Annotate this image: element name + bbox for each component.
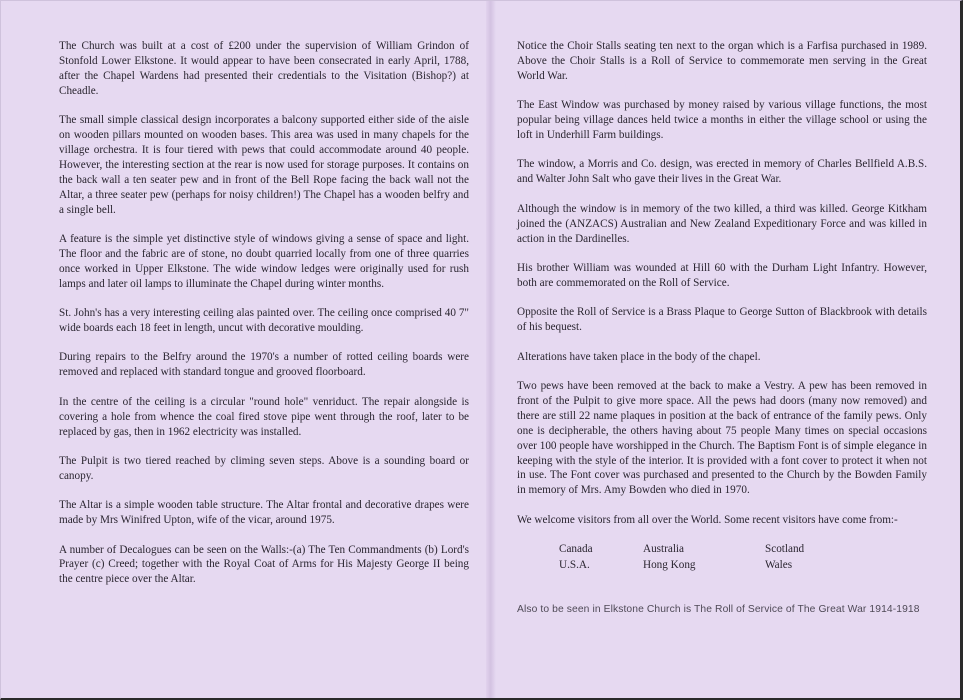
paragraph-brass-plaque: Opposite the Roll of Service is a Brass Plaque to George Sutton of Blackbrook with details of his bequest. xyxy=(517,306,927,334)
country-item: Hong Kong xyxy=(643,559,696,572)
paragraph-decalogues: A number of Decalogues can be seen on the Walls:-(a) The Ten Commandments (b) Lord's Prayer (c) Creed; together with the Royal Coat of Arms for His Majesty George II being the centre piece over the Altar. xyxy=(59,543,469,586)
country-item: Scotland xyxy=(765,543,805,556)
paragraph-design: The small simple classical design incorporates a balcony supported either side of the aisle on wooden pillars mounted on wooden bases. This area was used in many chapels for the village orchestra. It is four tiered with pews that could accommodate around 40 people. However, the interesting section at the rear is now used for storage purposes. It contains on the back wall a ten seater pew and in front of the Bell Rope facing the back wall not the Altar, a three seater pew (perhaps for noisy children!) The Chapel has a wooden belfry and a single bell. xyxy=(59,114,469,216)
paragraph-round-hole: In the centre of the ceiling is a circular "round hole" venriduct. The repair alongside is covering a hole from whence the coal fired stove pipe went through the roof, later to be replaced by gas, then in 1962 electricity was installed. xyxy=(59,395,469,438)
paragraph-pulpit: The Pulpit is two tiered reached by climing seven steps. Above is a sounding board or canopy. xyxy=(59,454,469,482)
country-item: Australia xyxy=(643,543,685,556)
paragraph-history: The Church was built at a cost of £200 under the supervision of William Grindon of Stonfold Lower Elkstone. It would appear to have been consecrated in early April, 1788, after the Chapel Wardens had presented their credentials to the Visitation (Bishop?) at Cheadle. xyxy=(59,40,469,97)
paragraph-alterations: Alterations have taken place in the body of the chapel. xyxy=(517,350,761,363)
country-item: Canada xyxy=(559,543,593,556)
roll-of-service-note: Also to be seen in Elkstone Church is The Roll of Service of The Great War 1914-1918 xyxy=(517,603,920,615)
country-item: U.S.A. xyxy=(559,559,590,572)
left-column xyxy=(59,39,469,602)
country-item: Wales xyxy=(765,559,793,572)
paragraph-ceiling: St. John's has a very interesting ceiling alas painted over. The ceiling once comprised 40 7" wide boards each 18 feet in length, uncut with decorative moulding. xyxy=(59,307,469,334)
visitor-countries-list xyxy=(559,542,927,573)
paragraph-visitors: We welcome visitors from all over the World. Some recent visitors have come from:- xyxy=(517,513,898,526)
paragraph-brother-william: His brother William was wounded at Hill 60 with the Durham Light Infantry. However, both are commemorated on the Roll of Service. xyxy=(517,261,927,289)
paragraph-third-killed: Although the window is in memory of the two killed, a third was killed. George Kitkham joined the (ANZACS) Australian and New Zealand Expeditionary Force and was killed in action in the Dardinelles. xyxy=(517,202,927,245)
right-column xyxy=(517,39,927,632)
paragraph-choir-stalls: Notice the Choir Stalls seating ten next to the organ which is a Farfisa purchased in 1989. Above the Choir Stalls is a Roll of Service to commemorate men serving in the Great World War. xyxy=(517,40,927,82)
paragraph-windows: A feature is the simple yet distinctive style of windows giving a sense of space and light. The floor and the fabric are of stone, no doubt quarried locally from one of three quarries once worked in Upper Elkstone. The wide window ledges were originally used for rush lamps and later oil lamps to illuminate the Chapel during winter months. xyxy=(59,232,469,290)
paragraph-pews-font: Two pews have been removed at the back to make a Vestry. A pew has been removed in front of the Pulpit to give more space. All the pews had doors (many now removed) and there are still 22 name plaques in position at the back of entrance of the family pews. Only one is decipherable, the others having about 75 people Many times on special occasions over 100 people have worshipped in the Church. The Baptism Font is of simple elegance in keeping with the style of the interior. It is provided with a font cover to protect it when not in use. The Font cover was purchased and presented to the Church by the Bowden Family in memory of Mrs. Amy Bowden who died in 1970. xyxy=(517,380,927,497)
center-fold xyxy=(486,1,496,698)
paragraph-east-window: The East Window was purchased by money raised by various village functions, the most popular being village dances held twice a months in either the village school or using the loft in Underhill Farm buildings. xyxy=(517,99,927,142)
paragraph-morris-window: The window, a Morris and Co. design, was erected in memory of Charles Bellfield A.B.S. and Walter John Salt who gave their lives in the Great War. xyxy=(517,158,927,186)
paragraph-belfry-repairs: During repairs to the Belfry around the 1970's a number of rotted ceiling boards were removed and replaced with standard tongue and grooved floorboard. xyxy=(59,351,469,379)
paragraph-altar: The Altar is a simple wooden table structure. The Altar frontal and decorative drapes were made by Mrs Winifred Upton, wife of the vicar, around 1975. xyxy=(59,499,469,527)
